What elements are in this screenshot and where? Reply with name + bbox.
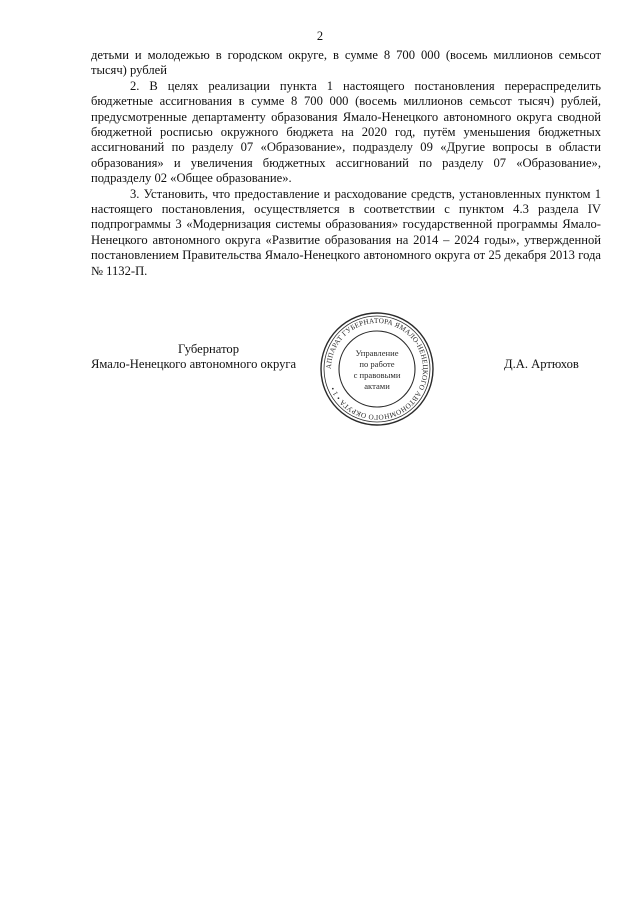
seal-center-line-1: Управление [355, 348, 399, 358]
signatory-name: Д.А. Артюхов [504, 357, 579, 371]
seal-graphic [319, 311, 435, 427]
document-body [91, 48, 601, 279]
seal-center-line-4: актами [364, 381, 390, 391]
signatory-organization: Ямало-Ненецкого автономного округа [91, 357, 297, 371]
paragraph-continuation: детьми и молодежью в городском округе, в сумме 8 700 000 (восемь миллионов семьсот тысяч) рублей [91, 48, 601, 78]
seal-outer-ring [321, 313, 433, 425]
seal-outer-inner-ring [324, 316, 430, 422]
paragraph-item-3: 3. Установить, что предоставление и расходование средств, установленных пунктом 1 настоящего постановления, осуществляется в соответствии с пунктом 4.3 раздела IV подпрограммы 3 «Модернизация системы образования» государственной программы Ямало-Ненецкого автономного округа «Развитие образования на 2014 – 2024 годы», утвержденной постановлением Правительства Ямало-Ненецкого автономного округа от 25 декабря 2013 года № 1132-П. [91, 186, 601, 278]
signatory-title: Губернатор [178, 342, 239, 356]
seal-ring-text: АППАРАТ ГУБЕРНАТОРА ЯМАЛО-НЕНЕЦКОГО АВТОНОМНОГО ОКРУГА • 1 • [324, 316, 430, 422]
seal-center-line-3: с правовыми [353, 370, 401, 380]
page-number: 2 [316, 29, 324, 43]
official-seal-stamp [319, 311, 435, 427]
seal-center-line-2: по работе [359, 359, 395, 369]
paragraph-item-2: 2. В целях реализации пункта 1 настоящего постановления перераспределить бюджетные ассигнования в сумме 8 700 000 (восемь миллионов семьсот тысяч) рублей, предусмотренные департаменту образования Ямало-Ненецкого автономного округа сводной бюджетной росписью окружного бюджета на 2020 год, путём уменьшения бюджетных ассигнований по разделу 07 «Образование», подразделу 09 «Другие вопросы в области образования» и увеличения бюджетных ассигнований по разделу 07 «Образование», подразделу 02 «Общее образование». [91, 78, 601, 186]
seal-inner-ring [339, 331, 415, 407]
